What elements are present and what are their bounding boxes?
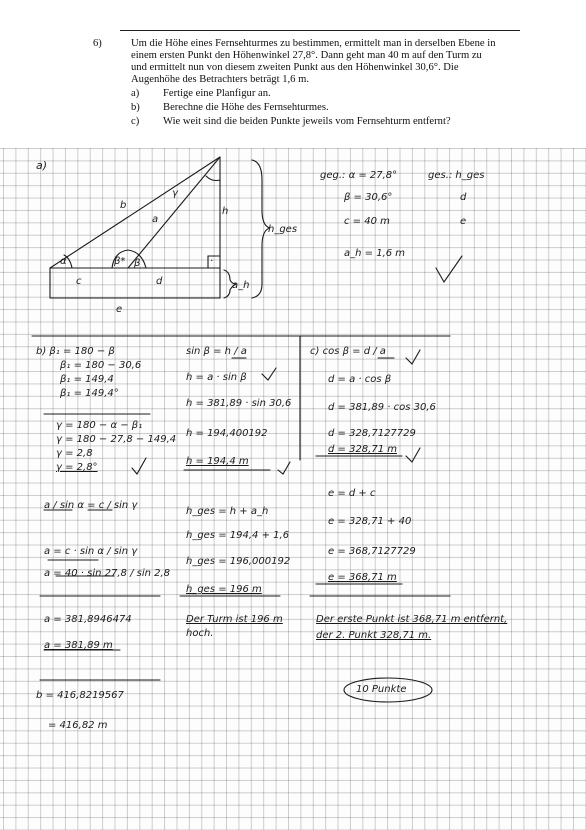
task-intro-line-4: Augenhöhe des Betrachters beträgt 1,6 m. [131,74,309,85]
sought-e: e [460,216,467,227]
cos-checkmark [406,350,420,364]
task-intro-line-1: Um die Höhe eines Fernsehturmes zu bestimmen, ermittelt man in derselben Ebene in [131,38,496,49]
h-line-2: h = a · sin β [186,372,247,383]
b-line-9: a / sin α = c / sin γ [44,500,138,511]
figure-side-a [128,157,220,268]
c-line-3: d = 381,89 · cos 30,6 [328,402,436,413]
b-line-12: a = 381,8946474 [44,614,132,625]
side-e-label: e [116,304,123,315]
alpha-label: α [60,256,67,267]
c-line-4: d = 328,7127729 [328,428,416,439]
c-line-8: e = 368,7127729 [328,546,416,557]
given-alpha: geg.: α = 27,8° [320,170,398,181]
side-h-label: h [222,206,229,217]
hges-line-3: h_ges = 196,000192 [186,556,291,567]
b-line-5: γ = 180 − α − β₁ [56,420,143,431]
h-final-checkmark [278,462,290,474]
c-line-7: e = 328,71 + 40 [328,516,412,527]
beta-label: β [134,258,141,269]
c-line-1: c) cos β = d / a [310,346,386,357]
side-d-label: d [156,276,163,287]
hges-label: h_ges [268,224,298,235]
given-ah: a_h = 1,6 m [344,248,406,259]
b-line-7: γ = 2,8 [56,448,93,459]
ah-label: a_h [232,280,250,291]
part-a-text: Fertige eine Planfigur an. [163,88,271,99]
part-b-label: b) [131,102,140,113]
b-line-4: β₁ = 149,4° [60,388,119,399]
d-checkmark [406,448,420,462]
answer-height-1: Der Turm ist 196 m [186,614,283,625]
score: 10 Punkte [356,684,407,695]
sought-hges: ges.: h_ges [428,170,485,181]
figure-side-b [50,157,220,268]
given-checkmark [436,256,462,282]
hges-line-1: h_ges = h + a_h [186,506,269,517]
side-c-label: c [76,276,82,287]
answer-height-2: hoch. [186,628,214,639]
task-intro-line-3: und ermittelt nun von diesem zweiten Punkt aus den Höhenwinkel 30,6°. Die [131,62,459,73]
b-line-6: γ = 180 − 27,8 − 149,4 [56,434,177,445]
b-line-14: b = 416,8219567 [36,690,124,701]
part-a-label: a) [131,88,140,99]
b-line-11: a = 40 · sin 27,8 / sin 2,8 [44,568,171,579]
c-line-9: e = 368,71 m [328,572,397,583]
gamma-label: γ [172,188,178,199]
answer-distance-1: Der erste Punkt ist 368,71 m entfernt, [316,614,508,625]
task-number: 6) [93,38,102,49]
side-b-label: b [120,200,127,211]
b-line-3: β₁ = 149,4 [60,374,114,385]
part-b-text: Berechne die Höhe des Fernsehturmes. [163,102,329,113]
b-line-2: β₁ = 180 − 30,6 [60,360,142,371]
b-line-8: γ = 2,8° [56,462,98,473]
b-line-10: a = c · sin α / sin γ [44,546,138,557]
given-c: c = 40 m [344,216,390,227]
task-intro-line-2: einem ersten Punkt den Höhenwinkel 27,8°. Dann geht man 40 m auf den Turm zu [131,50,482,61]
side-a-label: a [152,214,159,225]
answer-distance-2: der 2. Punkt 328,71 m. [316,630,432,641]
b-line-13: a = 381,89 m [44,640,113,651]
b-line-1: b) β₁ = 180 − β [36,346,115,357]
sought-d: d [460,192,467,203]
h-checkmark [262,368,276,380]
c-line-6: e = d + c [328,488,376,499]
h-line-4: h = 194,400192 [186,428,268,439]
hges-line-2: h_ges = 194,4 + 1,6 [186,530,290,541]
c-line-2: d = a · cos β [328,374,392,385]
figure-gamma-arc [206,176,220,181]
hges-line-4: h_ges = 196 m [186,584,262,595]
part-c-label: c) [131,116,140,127]
h-line-3: h = 381,89 · sin 30,6 [186,398,292,409]
c-line-5: d = 328,71 m [328,444,397,455]
h-line-1: sin β = h / a [186,346,247,357]
given-beta: β = 30,6° [344,192,393,203]
beta-checkmark [132,458,146,474]
b-line-15: = 416,82 m [48,720,108,731]
beta-prime-label: β* [114,256,126,267]
h-line-5: h = 194,4 m [186,456,249,467]
figure-label: a) [36,159,48,172]
right-angle-label: · [210,256,214,267]
part-c-text: Wie weit sind die beiden Punkte jeweils vom Fernsehturm entfernt? [163,116,451,127]
